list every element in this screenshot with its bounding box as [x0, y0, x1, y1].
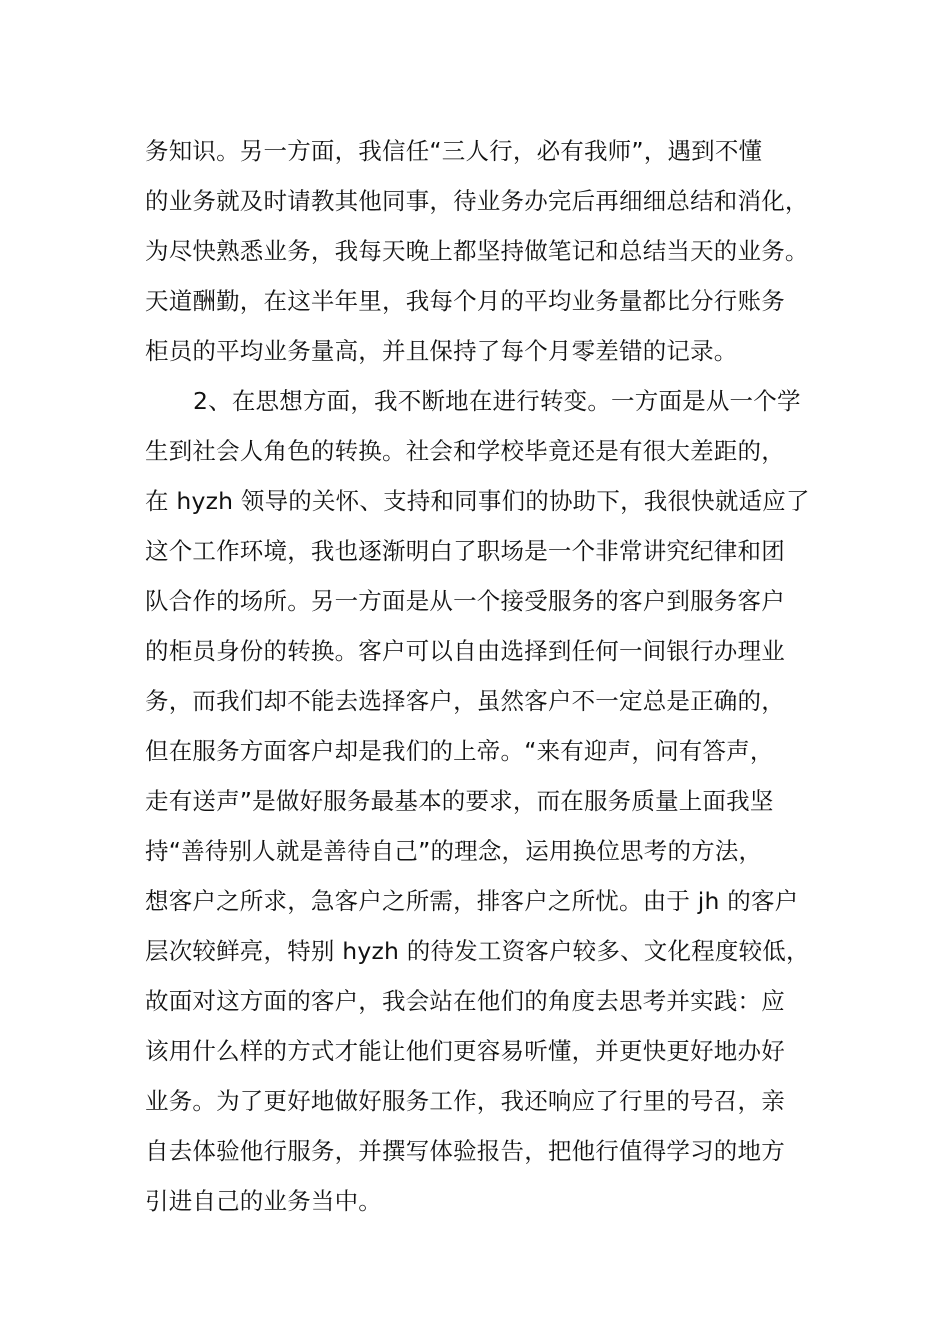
text-line: 务，而我们却不能去选择客户，虽然客户不一定总是正确的， — [145, 687, 785, 715]
text-line: 业务。为了更好地做好服务工作，我还响应了行里的号召，亲 — [145, 1087, 785, 1115]
text-line: 这个工作环境，我也逐渐明白了职场是一个非常讲究纪律和团 — [145, 537, 785, 565]
text-line: 的业务就及时请教其他同事，待业务办完后再细细总结和消化， — [145, 187, 809, 215]
text-line: 务知识。另一方面，我信任“三人行，必有我师”，遇到不懂 — [145, 137, 763, 165]
text-line: 在 hyzh 领导的关怀、支持和同事们的协助下，我很快就适应了 — [145, 487, 810, 515]
text-line: 该用什么样的方式才能让他们更容易听懂，并更快更好地办好 — [145, 1037, 785, 1065]
text-line: 想客户之所求，急客户之所需，排客户之所忧。由于 jh 的客户 — [145, 887, 799, 915]
text-line: 引进自己的业务当中。 — [145, 1187, 382, 1215]
text-line: 天道酬勤，在这半年里，我每个月的平均业务量都比分行账务 — [145, 287, 785, 315]
text-line: 柜员的平均业务量高，并且保持了每个月零差错的记录。 — [145, 337, 738, 365]
text-line: 层次较鲜亮，特别 hyzh 的待发工资客户较多、文化程度较低， — [145, 937, 810, 965]
text-line: 的柜员身份的转换。客户可以自由选择到任何一间银行办理业 — [145, 637, 785, 665]
text-line: 为尽快熟悉业务，我每天晚上都坚持做笔记和总结当天的业务。 — [145, 237, 809, 265]
text-line: 走有送声”是做好服务最基本的要求，而在服务质量上面我坚 — [145, 787, 774, 815]
text-line: 故面对这方面的客户，我会站在他们的角度去思考并实践：应 — [145, 987, 785, 1015]
text-line: 自去体验他行服务，并撰写体验报告，把他行值得学习的地方 — [145, 1137, 785, 1165]
text-line: 但在服务方面客户却是我们的上帝。“来有迎声，问有答声， — [145, 737, 774, 765]
text-line: 队合作的场所。另一方面是从一个接受服务的客户到服务客户 — [145, 587, 785, 615]
paragraph-start-line: 2、在思想方面，我不断地在进行转变。一方面是从一个学 — [193, 387, 801, 415]
text-line: 生到社会人角色的转换。社会和学校毕竟还是有很大差距的， — [145, 437, 785, 465]
text-line: 持“善待别人就是善待自己”的理念，运用换位思考的方法， — [145, 837, 763, 865]
